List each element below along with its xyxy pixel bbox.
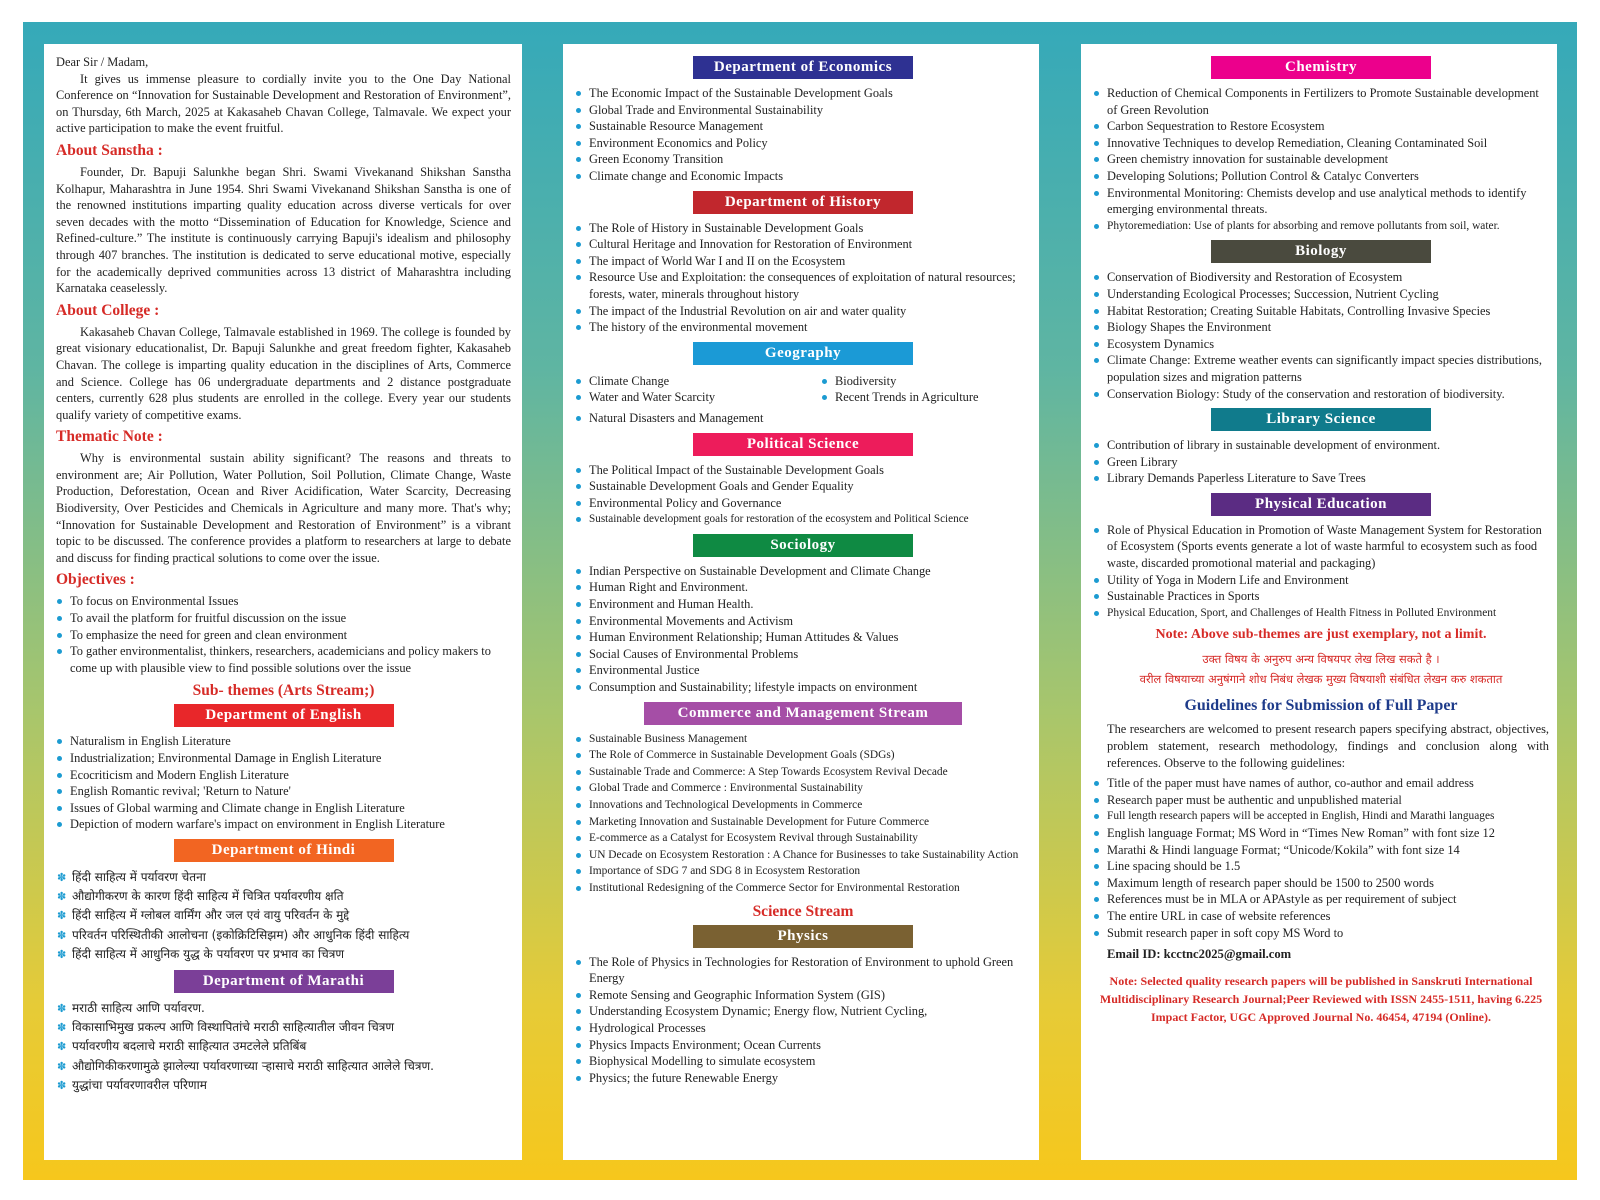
list-item: Reduction of Chemical Components in Fertilizers to Promote Sustainable development of Green Revolution [1093, 85, 1549, 118]
list-item: Marketing Innovation and Sustainable Development for Future Commerce [575, 814, 1031, 831]
list-item: Utility of Yoga in Modern Life and Environment [1093, 572, 1549, 589]
list-item: Climate change and Economic Impacts [575, 168, 1031, 185]
list-item: Biology Shapes the Environment [1093, 319, 1549, 336]
political-science-topics [575, 462, 1031, 528]
commerce-stream-header: Commerce and Management Stream [644, 702, 962, 725]
guidelines-intro: The researchers are welcomed to present research papers specifying abstract, objectives, problem statement, research methodology, findings and conclusion along with references. Observe to the following guidelines: [1107, 722, 1549, 770]
list-item: To gather environmentalist, thinkers, researchers, academicians and policy makers to come up with plausible view to find possible solutions over the issue [56, 643, 511, 676]
list-item: Depiction of modern warfare's impact on environment in English Literature [56, 816, 511, 833]
political-science-header: Political Science [693, 433, 913, 456]
about-college-text: Kakasaheb Chavan College, Talmavale established in 1969. The college is founded by great visionary educationalist, Dr. Bapuji Salunkhe and great freedom fighter, Kakasaheb Chavan. The college is imparting quality education in the disciplines of Arts, Commerce and Science. College has 06 undergraduate departments and 2 distance postgraduate centers, currently 628 plus students are enrolled in the college. Every year our students qualify variety of competitive exams. [56, 324, 511, 422]
list-item: Industrialization; Environmental Damage in English Literature [56, 750, 511, 767]
list-item: Environmental Monitoring: Chemists develop and use analytical methods to identify emerging environmental threats. [1093, 185, 1549, 218]
list-item: The Role of Commerce in Sustainable Development Goals (SDGs) [575, 747, 1031, 764]
list-item: Resource Use and Exploitation: the consequences of exploitation of natural resources; forests, water, minerals throughout history [575, 269, 1031, 302]
physical-education-topics [1093, 522, 1549, 622]
history-dept-header: Department of History [693, 191, 913, 214]
economics-topics [575, 85, 1031, 185]
list-item: English Romantic revival; 'Return to Nature' [56, 783, 511, 800]
list-item: English language Format; MS Word in “Times New Roman” with font size 12 [1093, 825, 1549, 842]
list-item: Sustainable Development Goals and Gender Equality [575, 478, 1031, 495]
list-item: Ecocriticism and Modern English Literature [56, 767, 511, 784]
list-item: Conservation Biology: Study of the conservation and restoration of biodiversity. [1093, 386, 1549, 403]
list-item: Environmental Policy and Governance [575, 495, 1031, 512]
library-science-header: Library Science [1211, 408, 1431, 431]
list-item: ✽ औद्योगीकरण के कारण हिंदी साहित्य में चित्रित पर्यावरणीय क्षति [56, 887, 511, 906]
list-item: Climate Change: Extreme weather events can significantly impact species distributions, population sizes and migration patterns [1093, 352, 1549, 385]
list-item: Hydrological Processes [575, 1020, 1031, 1037]
list-item: Sustainable Trade and Commerce: A Step Towards Ecosystem Revival Decade [575, 764, 1031, 781]
geography-dept-header: Geography [693, 342, 913, 365]
list-item: ✽ औद्योगिकीकरणामुळे झालेल्या पर्यावरणाच्या ऱ्हासाचे मराठी साहित्यात आलेले चित्रण. [56, 1057, 511, 1076]
list-item: Sustainable development goals for restoration of the ecosystem and Political Science [575, 511, 1031, 528]
list-item: ✽ हिंदी साहित्य में पर्यावरण चेतना [56, 868, 511, 887]
list-item: The history of the environmental movement [575, 319, 1031, 336]
science-stream-heading: Science Stream [752, 902, 854, 920]
list-item: Contribution of library in sustainable development of environment. [1093, 437, 1549, 454]
sociology-header: Sociology [693, 534, 913, 557]
list-item: Importance of SDG 7 and SDG 8 in Ecosystem Restoration [575, 863, 1031, 880]
list-item: Indian Perspective on Sustainable Development and Climate Change [575, 563, 1031, 580]
list-item: The impact of World War I and II on the Ecosystem [575, 253, 1031, 270]
geography-bottom-list [575, 410, 1031, 427]
list-item: Full length research papers will be accepted in English, Hindi and Marathi languages [1093, 808, 1549, 825]
salutation: Dear Sir / Madam, [56, 55, 149, 69]
biology-header: Biology [1211, 240, 1431, 263]
list-item: Ecosystem Dynamics [1093, 336, 1549, 353]
geography-topics [575, 371, 1031, 410]
list-item: The impact of the Industrial Revolution on air and water quality [575, 303, 1031, 320]
list-item: Carbon Sequestration to Restore Ecosystem [1093, 118, 1549, 135]
list-item: ✽ पर्यावरणीय बदलाचे मराठी साहित्यात उमटलेले प्रतिबिंब [56, 1037, 511, 1056]
english-dept-header: Department of English [174, 704, 394, 727]
list-item: Naturalism in English Literature [56, 733, 511, 750]
hindi-topics [56, 868, 511, 964]
list-item: Environmental Justice [575, 662, 1031, 679]
list-item: Biodiversity [821, 373, 979, 390]
list-item: ✽ हिंदी साहित्य में ग्लोबल वार्मिंग और जल एवं वायु परिवर्तन के मुद्दे [56, 906, 511, 925]
list-item: Innovations and Technological Developments in Commerce [575, 797, 1031, 814]
list-item: Submit research paper in soft copy MS Word to [1093, 925, 1549, 942]
list-item: References must be in MLA or APAstyle as per requirement of subject [1093, 891, 1549, 908]
list-item: Institutional Redesigning of the Commerce Sector for Environmental Restoration [575, 880, 1031, 897]
list-item: Issues of Global warming and Climate change in English Literature [56, 800, 511, 817]
marathi-dept-header: Department of Marathi [174, 970, 394, 993]
column-middle [563, 44, 1039, 1160]
list-item: Title of the paper must have names of author, co-author and email address [1093, 775, 1549, 792]
list-item: Environment and Human Health. [575, 596, 1031, 613]
physics-header: Physics [693, 925, 913, 948]
economics-dept-header: Department of Economics [693, 56, 913, 79]
library-science-topics [1093, 437, 1549, 487]
list-item: Global Trade and Commerce : Environmental Sustainability [575, 780, 1031, 797]
about-sanstha-heading: About Sanstha : [56, 141, 163, 159]
list-item: Recent Trends in Agriculture [821, 389, 979, 406]
sociology-topics [575, 563, 1031, 696]
guidelines-heading: Guidelines for Submission of Full Paper [1184, 697, 1458, 715]
thematic-note-heading: Thematic Note : [56, 428, 163, 446]
list-item: The Role of Physics in Technologies for Restoration of Environment to uphold Green Energy [575, 954, 1031, 987]
list-item: Climate Change [575, 373, 821, 390]
objectives-heading: Objectives : [56, 571, 135, 589]
list-item: The entire URL in case of website references [1093, 908, 1549, 925]
list-item: Marathi & Hindi language Format; “Unicode/Kokila” with font size 14 [1093, 842, 1549, 859]
marathi-topics [56, 999, 511, 1095]
objectives-list [56, 593, 511, 676]
about-sanstha-text: Founder, Dr. Bapuji Salunkhe began Shri. Swami Vivekanand Shikshan Sanstha Kolhapur, Maharashtra in June 1954. Shri Swami Vivekanand Shikshan Sanstha is one of the renowned institutions imparting quality education across diverse verticals for over seven decades with the motto “Dissemination of Education for Knowledge, Science and Refined-culture.” The institute is continuously carrying Bapuji's idealism and philosophy through 407 branches. The institution is dedicated to serve educational motive, especially for the academically deprived communities across 13 district of Maharashtra including Karnataka ceaselessly. [56, 164, 511, 296]
list-item: Phytoremediation: Use of plants for absorbing and remove pollutants from soil, water. [1093, 218, 1549, 235]
geography-right-list [821, 373, 979, 406]
list-item: Green chemistry innovation for sustainable development [1093, 151, 1549, 168]
list-item: Maximum length of research paper should be 1500 to 2500 words [1093, 875, 1549, 892]
thematic-note-text: Why is environmental sustain ability significant? The reasons and threats to environment are; Air Pollution, Water Pollution, Soil Pollution, Climate Change, Waste Production, Deforestation, Ocean and River Acidification, Water Scarcity, Decreasing Biodiversity, Over Pesticides and Chemicals in Agriculture and many more. That's why; “Innovation for Sustainable Development and Restoration of Environment” is a vibrant topic to be discussed. The conference provides a platform to researchers at large to debate and discuss for finding practical solutions to come over the issue. [56, 451, 511, 565]
subthemes-heading: Sub- themes (Arts Stream;) [192, 682, 375, 700]
list-item: Developing Solutions; Pollution Control & Catalyc Converters [1093, 168, 1549, 185]
list-item: Line spacing should be 1.5 [1093, 858, 1549, 875]
list-item: Global Trade and Environmental Sustainability [575, 102, 1031, 119]
list-item: Environmental Movements and Activism [575, 613, 1031, 630]
list-item: Green Economy Transition [575, 151, 1031, 168]
list-item: Understanding Ecosystem Dynamic; Energy flow, Nutrient Cycling, [575, 1003, 1031, 1020]
list-item: ✽ हिंदी साहित्य में आधुनिक युद्ध के पर्यावरण पर प्रभाव का चित्रण [56, 945, 511, 964]
list-item: Habitat Restoration; Creating Suitable Habitats, Controlling Invasive Species [1093, 303, 1549, 320]
list-item: Water and Water Scarcity [575, 389, 821, 406]
list-item: Physics; the future Renewable Energy [575, 1070, 1031, 1087]
list-item: Green Library [1093, 454, 1549, 471]
physical-education-header: Physical Education [1211, 493, 1431, 516]
list-item: Remote Sensing and Geographic Information System (GIS) [575, 987, 1031, 1004]
list-item: Role of Physical Education in Promotion of Waste Management System for Restoration of Ecosystem (Sports events generate a lot of waste harmful to ecosystem such as food waste, discarded promotional material and packaging) [1093, 522, 1549, 572]
list-item: The Role of History in Sustainable Development Goals [575, 220, 1031, 237]
list-item: UN Decade on Ecosystem Restoration : A Chance for Businesses to take Sustainability Action [575, 847, 1031, 864]
list-item: Physics Impacts Environment; Ocean Currents [575, 1037, 1031, 1054]
guidelines-list [1093, 775, 1549, 941]
english-topics [56, 733, 511, 833]
hindi-dept-header: Department of Hindi [174, 839, 394, 862]
list-item: ✽ युद्धांचा पर्यावरणावरील परिणाम [56, 1076, 511, 1095]
about-college-heading: About College : [56, 301, 160, 319]
contact-email[interactable]: Email ID: kcctnc2025@gmail.com [1107, 947, 1292, 962]
list-item: Sustainable Business Management [575, 731, 1031, 748]
list-item: Natural Disasters and Management [575, 410, 1031, 427]
publication-note: Note: Selected quality research papers will be published in Sanskruti International Multidisciplinary Research Journal;Peer Reviewed with ISSN 2455-1511, having 6.225 Impact Factor, UGC Approved Journal No. 46454, 47194 (Online). [1099, 974, 1543, 1025]
list-item: Human Environment Relationship; Human Attitudes & Values [575, 629, 1031, 646]
list-item: Sustainable Resource Management [575, 118, 1031, 135]
list-item: To emphasize the need for green and clean environment [56, 627, 511, 644]
list-item: The Economic Impact of the Sustainable Development Goals [575, 85, 1031, 102]
biology-topics [1093, 269, 1549, 402]
list-item: Human Right and Environment. [575, 579, 1031, 596]
list-item: The Political Impact of the Sustainable Development Goals [575, 462, 1031, 479]
geography-left-list [575, 373, 821, 406]
physics-topics [575, 954, 1031, 1087]
list-item: Innovative Techniques to develop Remediation, Cleaning Contaminated Soil [1093, 135, 1549, 152]
list-item: ✽ परिवर्तन परिस्थितीकी आलोचना (इकोक्रिटिसिझम) और आधुनिक हिंदी साहित्य [56, 926, 511, 945]
invitation-text: It gives us immense pleasure to cordially invite you to the One Day National Conference on “Innovation for Sustainable Development and Restoration of Environment”, on Thursday, 6th March, 2025 at Kakasaheb Chavan College, Talmavale. We expect your active participation to make the event fruitful. [56, 71, 511, 136]
list-item: Library Demands Paperless Literature to Save Trees [1093, 470, 1549, 487]
exemplary-note: Note: Above sub-themes are just exemplary, not a limit. [1155, 627, 1487, 643]
commerce-topics [575, 731, 1031, 897]
list-item: Physical Education, Sport, and Challenges of Health Fitness in Polluted Environment [1093, 605, 1549, 622]
chemistry-topics [1093, 85, 1549, 234]
hindi-note: उक्त विषय के अनुरुप अन्य विषयपर लेख लिख सकते है । [1202, 652, 1440, 667]
history-topics [575, 220, 1031, 336]
list-item: To focus on Environmental Issues [56, 593, 511, 610]
list-item: ✽ विकासाभिमुख प्रकल्प आणि विस्थापितांचे मराठी साहित्यातील जीवन चित्रण [56, 1018, 511, 1037]
list-item: Research paper must be authentic and unpublished material [1093, 792, 1549, 809]
list-item: Conservation of Biodiversity and Restoration of Ecosystem [1093, 269, 1549, 286]
column-left [44, 44, 522, 1160]
list-item: Social Causes of Environmental Problems [575, 646, 1031, 663]
list-item: ✽ मराठी साहित्य आणि पर्यावरण. [56, 999, 511, 1018]
list-item: Biophysical Modelling to simulate ecosystem [575, 1053, 1031, 1070]
list-item: Cultural Heritage and Innovation for Restoration of Environment [575, 236, 1031, 253]
marathi-note: वरील विषयाच्या अनुषंगाने शोध निबंध लेखक मुख्य विषयाशी संबंधित लेखन करु शकतात [1139, 672, 1503, 687]
chemistry-header: Chemistry [1211, 56, 1431, 79]
column-right [1081, 44, 1557, 1160]
list-item: Consumption and Sustainability; lifestyle impacts on environment [575, 679, 1031, 696]
list-item: Sustainable Practices in Sports [1093, 588, 1549, 605]
list-item: Environment Economics and Policy [575, 135, 1031, 152]
list-item: E-commerce as a Catalyst for Ecosystem Revival through Sustainability [575, 830, 1031, 847]
list-item: To avail the platform for fruitful discussion on the issue [56, 610, 511, 627]
list-item: Understanding Ecological Processes; Succession, Nutrient Cycling [1093, 286, 1549, 303]
